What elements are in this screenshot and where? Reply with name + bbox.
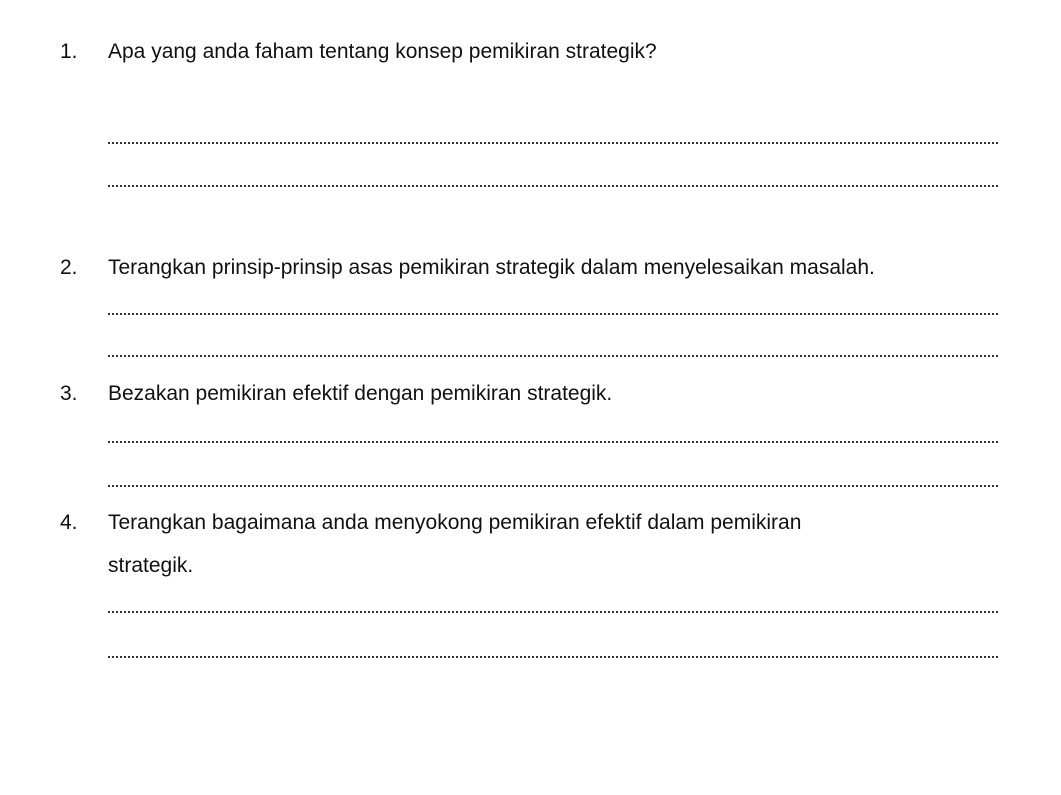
question-text: Bezakan pemikiran efektif dengan pemikiran strategik.: [108, 382, 613, 405]
answer-line[interactable]: [108, 485, 998, 487]
question-number: 4.: [60, 511, 78, 534]
answer-line[interactable]: [108, 142, 998, 144]
answer-line[interactable]: [108, 656, 998, 658]
answer-line[interactable]: [108, 611, 998, 613]
answer-line[interactable]: [108, 313, 998, 315]
answer-line[interactable]: [108, 441, 998, 443]
question-number: 3.: [60, 382, 78, 405]
question-text: Apa yang anda faham tentang konsep pemikiran strategik?: [108, 40, 657, 63]
question-text: Terangkan prinsip-prinsip asas pemikiran strategik dalam menyelesaikan masalah.: [108, 256, 875, 279]
question-number: 1.: [60, 40, 78, 63]
question-number: 2.: [60, 256, 78, 279]
question-text-continued: strategik.: [108, 554, 194, 577]
answer-line[interactable]: [108, 185, 998, 187]
question-text: Terangkan bagaimana anda menyokong pemikiran efektif dalam pemikiran: [108, 511, 802, 534]
answer-line[interactable]: [108, 355, 998, 357]
